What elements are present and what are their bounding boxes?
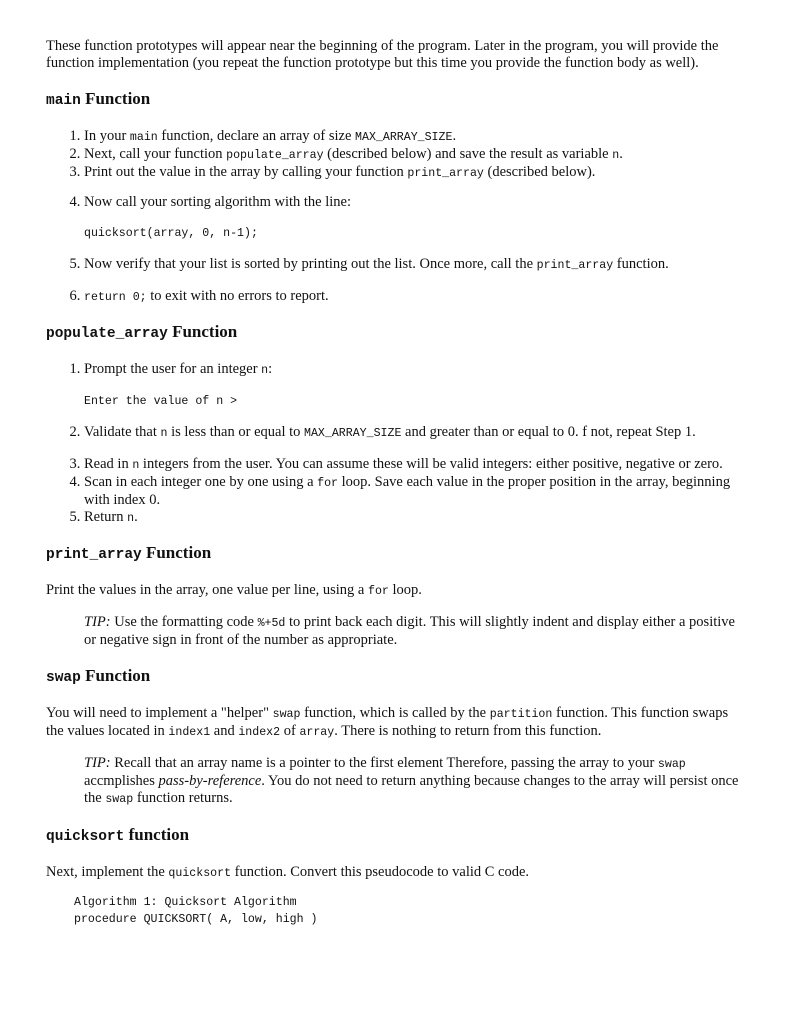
quicksort-heading-word: function bbox=[128, 825, 190, 844]
populate-steps-list bbox=[46, 361, 746, 379]
main-heading bbox=[46, 89, 746, 111]
populate-step-1: 1. Prompt the user for an integer n: bbox=[84, 361, 746, 379]
swap-heading bbox=[46, 666, 746, 688]
print-array-heading-code: print_array bbox=[46, 547, 142, 563]
quicksort-heading bbox=[46, 825, 746, 847]
populate-heading-code: populate_array bbox=[46, 326, 168, 342]
main-steps-list bbox=[46, 128, 746, 182]
swap-tip: TIP: Recall that an array name is a pointer to the first element Therefore, passing the array to your swap accmplishes pass-by-reference. You do not need to return anything because changes to the array will persist once the swap function returns. bbox=[84, 755, 739, 806]
print-array-description: Print the values in the array, one value per line, using a for loop. bbox=[46, 582, 422, 598]
populate-heading-word: Function bbox=[172, 322, 238, 341]
populate-step-5: 5. Return n. bbox=[84, 509, 746, 527]
main-heading-code: main bbox=[46, 93, 81, 109]
pseudocode-line-1: Algorithm 1: Quicksort Algorithm bbox=[74, 896, 297, 909]
populate-steps-list-cont bbox=[46, 424, 746, 442]
print-array-heading-word: Function bbox=[145, 543, 212, 562]
swap-heading-code: swap bbox=[46, 670, 81, 686]
print-array-heading bbox=[46, 543, 746, 565]
quicksort-description: Next, implement the quicksort function. Convert this pseudocode to valid C code. bbox=[46, 864, 530, 880]
main-step-3: 3. Print out the value in the array by calling your function print_array (described below). bbox=[84, 164, 746, 182]
prompt-code: Enter the value of n > bbox=[84, 395, 238, 408]
main-step-5: 5. Now verify that your list is sorted by printing out the list. Once more, call the print_array function. bbox=[84, 256, 746, 274]
main-step-2: 2. Next, call your function populate_array (described below) and save the result as variable n. bbox=[84, 146, 746, 164]
main-steps-list-cont bbox=[46, 194, 746, 211]
intro-paragraph: These function prototypes will appear near the beginning of the program. Later in the program, you will provide the function implementation (you repeat the function prototype but this time you provide the function body as well). bbox=[46, 38, 719, 71]
populate-step-2: 2. Validate that n is less than or equal to MAX_ARRAY_SIZE and greater than or equal to 0. f not, repeat Step 1. bbox=[84, 424, 746, 442]
print-array-tip: TIP: Use the formatting code %+5d to print back each digit. This will slightly indent and display either a positive or negative sign in front of the number as appropriate. bbox=[84, 614, 735, 648]
main-heading-word: Function bbox=[85, 89, 151, 108]
main-steps-list-cont3 bbox=[46, 288, 746, 306]
swap-heading-word: Function bbox=[85, 666, 151, 685]
document-page bbox=[46, 38, 746, 928]
populate-step-4: 4. Scan in each integer one by one using a for loop. Save each value in the proper position in the array, beginning with index 0. bbox=[84, 474, 746, 509]
pseudocode-line-2: procedure QUICKSORT( A, low, high ) bbox=[74, 913, 318, 926]
main-step-4: 4. Now call your sorting algorithm with the line: bbox=[84, 194, 746, 211]
main-step-6: 6. return 0; to exit with no errors to report. bbox=[84, 288, 746, 306]
quicksort-heading-code: quicksort bbox=[46, 829, 125, 845]
main-steps-list-cont2 bbox=[46, 256, 746, 274]
quicksort-call-code: quicksort(array, 0, n-1); bbox=[84, 227, 258, 240]
swap-description: You will need to implement a "helper" swap function, which is called by the partition function. This function swaps the values located in index1 and index2 of array. There is nothing to return from this function. bbox=[46, 705, 729, 739]
populate-steps-list-cont2 bbox=[46, 456, 746, 527]
main-step-1: 1. In your main function, declare an array of size MAX_ARRAY_SIZE. bbox=[84, 128, 746, 146]
populate-heading bbox=[46, 322, 746, 344]
populate-step-3: 3. Read in n integers from the user. You can assume these will be valid integers: either positive, negative or zero. bbox=[84, 456, 746, 474]
